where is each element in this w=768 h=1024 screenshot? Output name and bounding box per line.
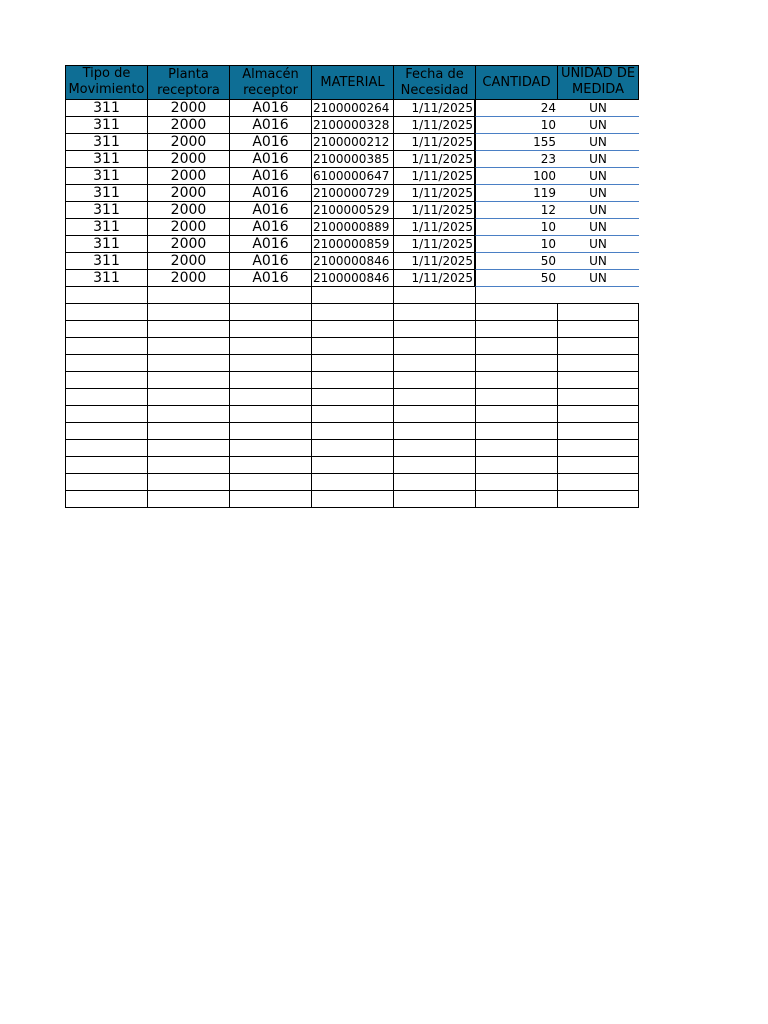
empty-cell[interactable]: [229, 457, 311, 474]
cell-unidad-de-medida[interactable]: UN: [557, 253, 639, 270]
empty-cell[interactable]: [65, 491, 147, 508]
empty-cell[interactable]: [475, 372, 557, 389]
cell-tipo-de-movimiento[interactable]: 311: [65, 134, 147, 151]
cell-cantidad[interactable]: 50: [475, 270, 557, 287]
cell-unidad-de-medida[interactable]: UN: [557, 117, 639, 134]
empty-cell[interactable]: [65, 372, 147, 389]
cell-cantidad[interactable]: 100: [475, 168, 557, 185]
empty-cell[interactable]: [393, 372, 475, 389]
empty-cell[interactable]: [557, 355, 639, 372]
cell-material[interactable]: 2100000846: [311, 270, 393, 287]
empty-cell[interactable]: [147, 457, 229, 474]
empty-cell[interactable]: [147, 440, 229, 457]
empty-cell[interactable]: [147, 321, 229, 338]
cell-material[interactable]: 6100000647: [311, 168, 393, 185]
empty-cell[interactable]: [393, 423, 475, 440]
cell-cantidad[interactable]: 12: [475, 202, 557, 219]
cell-almacen-receptor[interactable]: A016: [229, 151, 311, 168]
cell-planta-receptora[interactable]: 2000: [147, 185, 229, 202]
empty-cell[interactable]: [311, 491, 393, 508]
cell-cantidad[interactable]: 24: [475, 100, 557, 117]
empty-cell[interactable]: [311, 406, 393, 423]
cell-fecha-de-necesidad[interactable]: 1/11/2025: [393, 134, 475, 151]
empty-cell[interactable]: [147, 389, 229, 406]
empty-cell[interactable]: [557, 338, 639, 355]
empty-cell[interactable]: [393, 338, 475, 355]
empty-cell[interactable]: [229, 321, 311, 338]
header-planta-receptora[interactable]: [147, 65, 229, 100]
cell-almacen-receptor[interactable]: A016: [229, 202, 311, 219]
table-row: [65, 185, 639, 202]
header-fecha-de-necesidad[interactable]: [393, 65, 475, 100]
empty-cell[interactable]: [557, 406, 639, 423]
empty-table-row: [65, 389, 639, 406]
empty-cell[interactable]: [475, 423, 557, 440]
empty-cell[interactable]: [475, 491, 557, 508]
empty-cell[interactable]: [65, 304, 147, 321]
data-rows: [65, 100, 639, 287]
cell-material[interactable]: 2100000859: [311, 236, 393, 253]
empty-cell[interactable]: [475, 474, 557, 491]
empty-cell[interactable]: [65, 355, 147, 372]
header-tipo-de-movimiento[interactable]: [65, 65, 147, 100]
cell-almacen-receptor[interactable]: A016: [229, 185, 311, 202]
empty-cell[interactable]: [475, 457, 557, 474]
empty-cell[interactable]: [229, 423, 311, 440]
empty-cell[interactable]: [393, 457, 475, 474]
empty-cell[interactable]: [229, 372, 311, 389]
empty-cell[interactable]: [65, 321, 147, 338]
empty-cell[interactable]: [393, 440, 475, 457]
empty-cell[interactable]: [147, 474, 229, 491]
empty-cell[interactable]: [475, 287, 557, 304]
header-label: CANTIDAD: [482, 74, 551, 90]
empty-cell[interactable]: [557, 287, 639, 304]
empty-table-row: [65, 338, 639, 355]
cell-tipo-de-movimiento[interactable]: 311: [65, 168, 147, 185]
cell-material[interactable]: 2100000889: [311, 219, 393, 236]
cell-material[interactable]: 2100000385: [311, 151, 393, 168]
empty-cell[interactable]: [393, 355, 475, 372]
cell-fecha-de-necesidad[interactable]: 1/11/2025: [393, 151, 475, 168]
spreadsheet-table: [65, 65, 639, 508]
cell-planta-receptora[interactable]: 2000: [147, 100, 229, 117]
cell-tipo-de-movimiento[interactable]: 311: [65, 236, 147, 253]
table-row: [65, 117, 639, 134]
empty-cell[interactable]: [557, 389, 639, 406]
cell-unidad-de-medida[interactable]: UN: [557, 185, 639, 202]
cell-material[interactable]: 2100000212: [311, 134, 393, 151]
empty-cell[interactable]: [311, 372, 393, 389]
header-label: Fecha de Necesidad: [400, 66, 469, 98]
empty-cell[interactable]: [311, 423, 393, 440]
empty-table-row: [65, 287, 639, 304]
cell-planta-receptora[interactable]: 2000: [147, 202, 229, 219]
cell-material[interactable]: 2100000729: [311, 185, 393, 202]
cell-unidad-de-medida[interactable]: UN: [557, 202, 639, 219]
cell-cantidad[interactable]: 10: [475, 219, 557, 236]
empty-table-row: [65, 474, 639, 491]
cell-almacen-receptor[interactable]: A016: [229, 219, 311, 236]
cell-cantidad[interactable]: 10: [475, 117, 557, 134]
cell-almacen-receptor[interactable]: A016: [229, 236, 311, 253]
empty-cell[interactable]: [229, 440, 311, 457]
empty-table-row: [65, 491, 639, 508]
cell-tipo-de-movimiento[interactable]: 311: [65, 151, 147, 168]
header-label: MATERIAL: [320, 74, 385, 90]
cell-fecha-de-necesidad[interactable]: 1/11/2025: [393, 202, 475, 219]
empty-cell[interactable]: [557, 304, 639, 321]
header-label: Tipo de Movimiento: [68, 66, 145, 97]
empty-cell[interactable]: [65, 338, 147, 355]
header-unidad-de-medida[interactable]: [557, 65, 639, 100]
empty-cell[interactable]: [65, 287, 147, 304]
cell-cantidad[interactable]: 155: [475, 134, 557, 151]
empty-cell[interactable]: [393, 491, 475, 508]
header-cantidad[interactable]: [475, 65, 557, 100]
empty-cell[interactable]: [475, 406, 557, 423]
empty-cell[interactable]: [147, 355, 229, 372]
cell-material[interactable]: 2100000264: [311, 100, 393, 117]
cell-fecha-de-necesidad[interactable]: 1/11/2025: [393, 117, 475, 134]
cell-almacen-receptor[interactable]: A016: [229, 117, 311, 134]
cell-planta-receptora[interactable]: 2000: [147, 236, 229, 253]
header-label: Planta receptora: [157, 66, 220, 98]
cell-planta-receptora[interactable]: 2000: [147, 219, 229, 236]
cell-planta-receptora[interactable]: 2000: [147, 151, 229, 168]
empty-cell[interactable]: [229, 491, 311, 508]
table-row: [65, 100, 639, 117]
empty-cell[interactable]: [311, 355, 393, 372]
empty-cell[interactable]: [311, 304, 393, 321]
empty-table-row: [65, 304, 639, 321]
empty-cell[interactable]: [393, 304, 475, 321]
cell-fecha-de-necesidad[interactable]: 1/11/2025: [393, 236, 475, 253]
table-row: [65, 219, 639, 236]
cell-fecha-de-necesidad[interactable]: 1/11/2025: [393, 219, 475, 236]
cell-cantidad[interactable]: 119: [475, 185, 557, 202]
empty-cell[interactable]: [557, 372, 639, 389]
table-row: [65, 270, 639, 287]
cell-cantidad[interactable]: 23: [475, 151, 557, 168]
empty-cell[interactable]: [65, 440, 147, 457]
empty-cell[interactable]: [557, 474, 639, 491]
cell-almacen-receptor[interactable]: A016: [229, 100, 311, 117]
empty-cell[interactable]: [393, 474, 475, 491]
empty-cell[interactable]: [147, 304, 229, 321]
empty-cell[interactable]: [65, 457, 147, 474]
empty-cell[interactable]: [557, 440, 639, 457]
empty-cell[interactable]: [229, 355, 311, 372]
empty-cell[interactable]: [147, 372, 229, 389]
cell-tipo-de-movimiento[interactable]: 311: [65, 270, 147, 287]
empty-table-row: [65, 355, 639, 372]
table-row: [65, 168, 639, 185]
cell-material[interactable]: 2100000846: [311, 253, 393, 270]
cell-unidad-de-medida[interactable]: UN: [557, 151, 639, 168]
empty-cell[interactable]: [65, 474, 147, 491]
cell-fecha-de-necesidad[interactable]: 1/11/2025: [393, 270, 475, 287]
empty-cell[interactable]: [393, 287, 475, 304]
cell-cantidad[interactable]: 50: [475, 253, 557, 270]
table-row: [65, 151, 639, 168]
empty-cell[interactable]: [147, 287, 229, 304]
empty-cell[interactable]: [311, 474, 393, 491]
cell-fecha-de-necesidad[interactable]: 1/11/2025: [393, 100, 475, 117]
empty-cell[interactable]: [557, 423, 639, 440]
cell-fecha-de-necesidad[interactable]: 1/11/2025: [393, 168, 475, 185]
cell-almacen-receptor[interactable]: A016: [229, 168, 311, 185]
empty-cell[interactable]: [229, 406, 311, 423]
empty-cell[interactable]: [475, 389, 557, 406]
cell-unidad-de-medida[interactable]: UN: [557, 236, 639, 253]
empty-table-row: [65, 321, 639, 338]
empty-cell[interactable]: [475, 321, 557, 338]
cell-almacen-receptor[interactable]: A016: [229, 253, 311, 270]
table-row: [65, 202, 639, 219]
empty-cell[interactable]: [475, 304, 557, 321]
empty-cell[interactable]: [475, 440, 557, 457]
table-row: [65, 253, 639, 270]
empty-cell[interactable]: [311, 338, 393, 355]
cell-almacen-receptor[interactable]: A016: [229, 270, 311, 287]
header-label: Almacén receptor: [242, 66, 299, 98]
cell-tipo-de-movimiento[interactable]: 311: [65, 100, 147, 117]
header-material[interactable]: [311, 65, 393, 100]
empty-cell[interactable]: [229, 304, 311, 321]
empty-cell[interactable]: [65, 423, 147, 440]
cell-planta-receptora[interactable]: 2000: [147, 117, 229, 134]
empty-cell[interactable]: [147, 406, 229, 423]
cell-tipo-de-movimiento[interactable]: 311: [65, 253, 147, 270]
cell-unidad-de-medida[interactable]: UN: [557, 134, 639, 151]
empty-cell[interactable]: [393, 406, 475, 423]
empty-cell[interactable]: [393, 389, 475, 406]
header-row: [65, 65, 639, 100]
empty-table-row: [65, 423, 639, 440]
cell-planta-receptora[interactable]: 2000: [147, 134, 229, 151]
empty-cell[interactable]: [311, 440, 393, 457]
cell-planta-receptora[interactable]: 2000: [147, 168, 229, 185]
cell-tipo-de-movimiento[interactable]: 311: [65, 117, 147, 134]
cell-unidad-de-medida[interactable]: UN: [557, 168, 639, 185]
cell-material[interactable]: 2100000529: [311, 202, 393, 219]
empty-cell[interactable]: [475, 355, 557, 372]
empty-cell[interactable]: [557, 321, 639, 338]
empty-cell[interactable]: [65, 389, 147, 406]
empty-cell[interactable]: [557, 457, 639, 474]
cell-cantidad[interactable]: 10: [475, 236, 557, 253]
empty-cell[interactable]: [311, 389, 393, 406]
empty-cell[interactable]: [393, 321, 475, 338]
empty-cell[interactable]: [311, 287, 393, 304]
cell-tipo-de-movimiento[interactable]: 311: [65, 185, 147, 202]
empty-cell[interactable]: [229, 338, 311, 355]
cell-planta-receptora[interactable]: 2000: [147, 253, 229, 270]
empty-cell[interactable]: [311, 457, 393, 474]
empty-table-row: [65, 372, 639, 389]
cell-almacen-receptor[interactable]: A016: [229, 134, 311, 151]
empty-cell[interactable]: [229, 389, 311, 406]
empty-cell[interactable]: [557, 491, 639, 508]
empty-cell[interactable]: [147, 491, 229, 508]
empty-cell[interactable]: [475, 338, 557, 355]
empty-rows: [65, 287, 639, 508]
cell-material[interactable]: 2100000328: [311, 117, 393, 134]
empty-cell[interactable]: [229, 474, 311, 491]
cell-unidad-de-medida[interactable]: UN: [557, 270, 639, 287]
cell-tipo-de-movimiento[interactable]: 311: [65, 219, 147, 236]
empty-cell[interactable]: [65, 406, 147, 423]
empty-cell[interactable]: [147, 423, 229, 440]
table-row: [65, 134, 639, 151]
empty-cell[interactable]: [147, 338, 229, 355]
header-almacen-receptor[interactable]: [229, 65, 311, 100]
empty-cell[interactable]: [229, 287, 311, 304]
cell-planta-receptora[interactable]: 2000: [147, 270, 229, 287]
cell-fecha-de-necesidad[interactable]: 1/11/2025: [393, 185, 475, 202]
cell-tipo-de-movimiento[interactable]: 311: [65, 202, 147, 219]
cell-unidad-de-medida[interactable]: UN: [557, 100, 639, 117]
cell-unidad-de-medida[interactable]: UN: [557, 219, 639, 236]
empty-table-row: [65, 457, 639, 474]
cell-fecha-de-necesidad[interactable]: 1/11/2025: [393, 253, 475, 270]
header-label: UNIDAD DE MEDIDA: [560, 66, 636, 97]
empty-table-row: [65, 406, 639, 423]
empty-table-row: [65, 440, 639, 457]
table-row: [65, 236, 639, 253]
empty-cell[interactable]: [311, 321, 393, 338]
